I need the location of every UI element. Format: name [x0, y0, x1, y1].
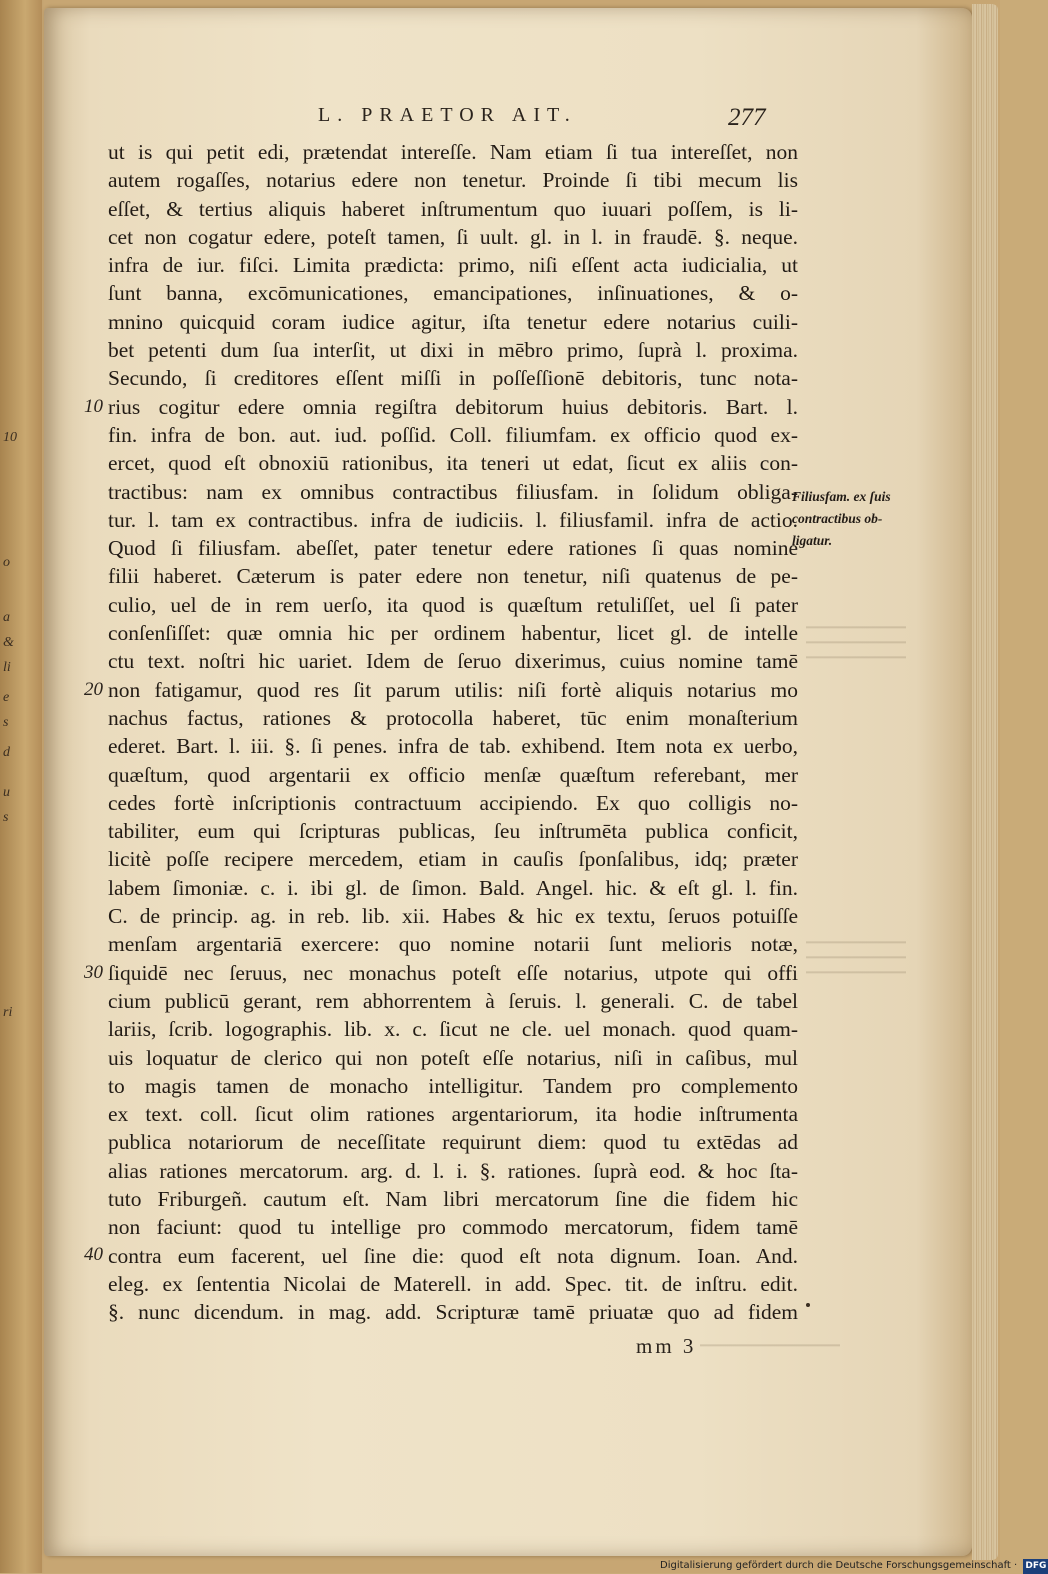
line-number: 20 [84, 679, 103, 700]
text-line: Quod ſi filiusfam. abeſſet, pater tenetur edere rationes ſi quas nomine [108, 536, 798, 561]
text-line: filii haberet. Cæterum is pater edere non tenetur, niſi quatenus de pe- [108, 564, 798, 589]
text-line: autem rogaſſes, notarius edere non tenetur. Proinde ſi tibi mecum lis [108, 168, 798, 193]
show-through-text [806, 935, 906, 983]
text-line: non faciunt: quod tu intellige pro commodo mercatorum, fidem tamē [108, 1215, 798, 1240]
text-line: menſam argentariā exercere: quo nomine notarii ſunt melioris notæ, [108, 932, 798, 957]
text-line: uis loquatur de clerico qui non poteſt eſſe notarius, niſi in caſibus, mul [108, 1045, 798, 1070]
left-page-fragment: ri [3, 1005, 13, 1020]
left-page-fragment: s [3, 715, 9, 730]
text-line: infra de iur. fiſci. Limita prædicta: primo, niſi eſſent acta iudicialia, ut [108, 253, 798, 278]
text-line: quæſtum, quod argentarii ex officio menſæ quæſtum referebant, mer [108, 762, 798, 787]
text-line: tuto Friburgeñ. cautum eſt. Nam libri mercatorum ſine die fidem hic [108, 1186, 798, 1211]
text-line: ex text. coll. ſicut olim rationes argentariorum, ita hodie inſtrumenta [108, 1102, 798, 1127]
left-page-fragment: s [3, 810, 9, 825]
text-line: mnino quicquid coram iudice agitur, iſta tenetur edere notarius cuili- [108, 309, 798, 334]
ink-dot [806, 1303, 810, 1307]
text-line: bet petenti dum ſua interſit, ut dixi in mēbro primo, ſuprà l. proxima. [108, 338, 798, 363]
folio-number: 277 [728, 104, 766, 131]
text-line: cedes fortè inſcriptionis contractuum accipiendo. Ex quo colligis no- [108, 790, 798, 815]
footer-text: Digitalisierung gefördert durch die Deutsche Forschungsgemeinschaft · [660, 1560, 1018, 1571]
digitization-footer [660, 1558, 1048, 1573]
left-page-fragment: d [3, 745, 10, 760]
text-line: conſenſiſſet: quæ omnia hic per ordinem habentur, licet gl. de intelle [108, 621, 798, 646]
text-line: contra eum facerent, uel ſine die: quod eſt nota dignum. Ioan. And. [108, 1243, 798, 1268]
text-line: ſiquidē nec ſeruus, nec monachus poteſt eſſe notarius, utpote qui offi [108, 960, 798, 985]
text-line: to magis tamen de monacho intelligitur. Tandem pro complemento [108, 1073, 798, 1098]
running-head: L. PRAETOR AIT. [318, 104, 577, 126]
main-text-block [108, 138, 798, 1326]
text-line: cium publicū gerant, rem abhorrentem à ſeruis. l. generali. C. de tabel [108, 988, 798, 1013]
left-page-fragment: o [3, 555, 10, 570]
marginal-note-line: Filiusfam. ex ſuis [792, 489, 891, 504]
page-edges [972, 4, 998, 1560]
text-line: §. nunc dicendum. in mag. add. Scripturæ tamē priuatæ quo ad fidem [108, 1300, 798, 1325]
text-line: tur. l. tam ex contractibus. infra de iudiciis. l. filiusfamil. infra de actio. [108, 507, 798, 532]
text-line: Secundo, ſi creditores eſſent miſſi in poſſeſſionē debitoris, tunc nota- [108, 366, 798, 391]
left-page-fragment: u [3, 785, 10, 800]
text-line: labem ſimoniæ. c. i. ibi gl. de ſimon. Bald. Angel. hic. & eſt gl. l. fin. [108, 875, 798, 900]
text-line: ctu text. noſtri hic uariet. Idem de ſeruo dixerimus, cuius nomine tamē [108, 649, 798, 674]
text-line: culio, uel de in rem uerſo, ita quod is quæſtum retuliſſet, uel ſi pater [108, 592, 798, 617]
text-line: tabiliter, eum qui ſcripturas publicas, ſeu inſtrumēta publica conficit, [108, 819, 798, 844]
left-page-fragment: a [3, 610, 10, 625]
line-number: 40 [84, 1244, 103, 1265]
text-line: non fatigamur, quod res ſit parum utilis: niſi fortè aliquis notarius mo [108, 677, 798, 702]
left-page-fragment: 10 [3, 430, 17, 445]
text-line: ut is qui petit edi, prætendat intereſſe. Nam etiam ſi tua intereſſet, non [108, 140, 798, 164]
text-line: licitè poſſe recipere mercedem, etiam in cauſis ſponſalibus, idq; præter [108, 847, 798, 872]
show-through-text [806, 620, 906, 668]
line-number: 10 [84, 396, 103, 417]
text-line: ederet. Bart. l. iii. §. ſi penes. infra de tab. exhibend. Item nota ex uerbo, [108, 734, 798, 759]
marginal-note [792, 486, 912, 552]
line-number: 30 [84, 962, 103, 983]
left-page-fragment: & [3, 635, 14, 650]
left-page-fragment: e [3, 690, 10, 705]
text-line: eleg. ex ſententia Nicolai de Materell. in add. Spec. tit. de inſtru. edit. [108, 1271, 798, 1296]
text-line: lariis, ſcrib. logographis. lib. x. c. ſicut ne cle. uel monach. quod quam- [108, 1017, 798, 1042]
show-through-text [700, 1338, 840, 1358]
text-line: C. de princip. ag. in reb. lib. xii. Habes & hic ex textu, ſeruos potuiſſe [108, 904, 798, 929]
marginal-note-line: ligatur. [792, 533, 833, 548]
text-line: rius cogitur edere omnia regiſtra debitorum huius debitoris. Bart. l. [108, 394, 798, 419]
text-line: fin. infra de bon. aut. iud. poſſid. Coll. filiumfam. ex officio quod ex- [108, 422, 798, 447]
signature-mark: mm 3 [636, 1334, 697, 1358]
marginal-note-line: contractibus ob- [792, 511, 883, 526]
text-line: eſſet, & tertius aliquis haberet inſtrumentum quo iuuari poſſem, is li- [108, 196, 798, 221]
dfg-logo: DFG [1023, 1559, 1048, 1574]
text-line: ſunt banna, excōmunicationes, emancipationes, inſinuationes, & o- [108, 281, 798, 306]
text-line: publica notariorum de neceſſitate requirunt diem: quod tu extēdas ad [108, 1130, 798, 1155]
left-page-edge [0, 0, 42, 1573]
text-line: tractibus: nam ex omnibus contractibus filiusfam. in ſolidum obliga- [108, 479, 798, 504]
left-page-fragment: li [3, 660, 11, 675]
text-line: cet non cogatur edere, poteſt tamen, ſi uult. gl. in l. in fraudē. §. neque. [108, 224, 798, 249]
text-line: nachus factus, rationes & protocolla haberet, tūc enim monaſterium [108, 705, 798, 730]
text-line: alias rationes mercatorum. arg. d. l. i. §. rationes. ſuprà eod. & hoc ſta- [108, 1158, 798, 1183]
text-line: ercet, quod eſt obnoxiū rationibus, ita teneri ut edat, ſicut ex aliis con- [108, 451, 798, 476]
